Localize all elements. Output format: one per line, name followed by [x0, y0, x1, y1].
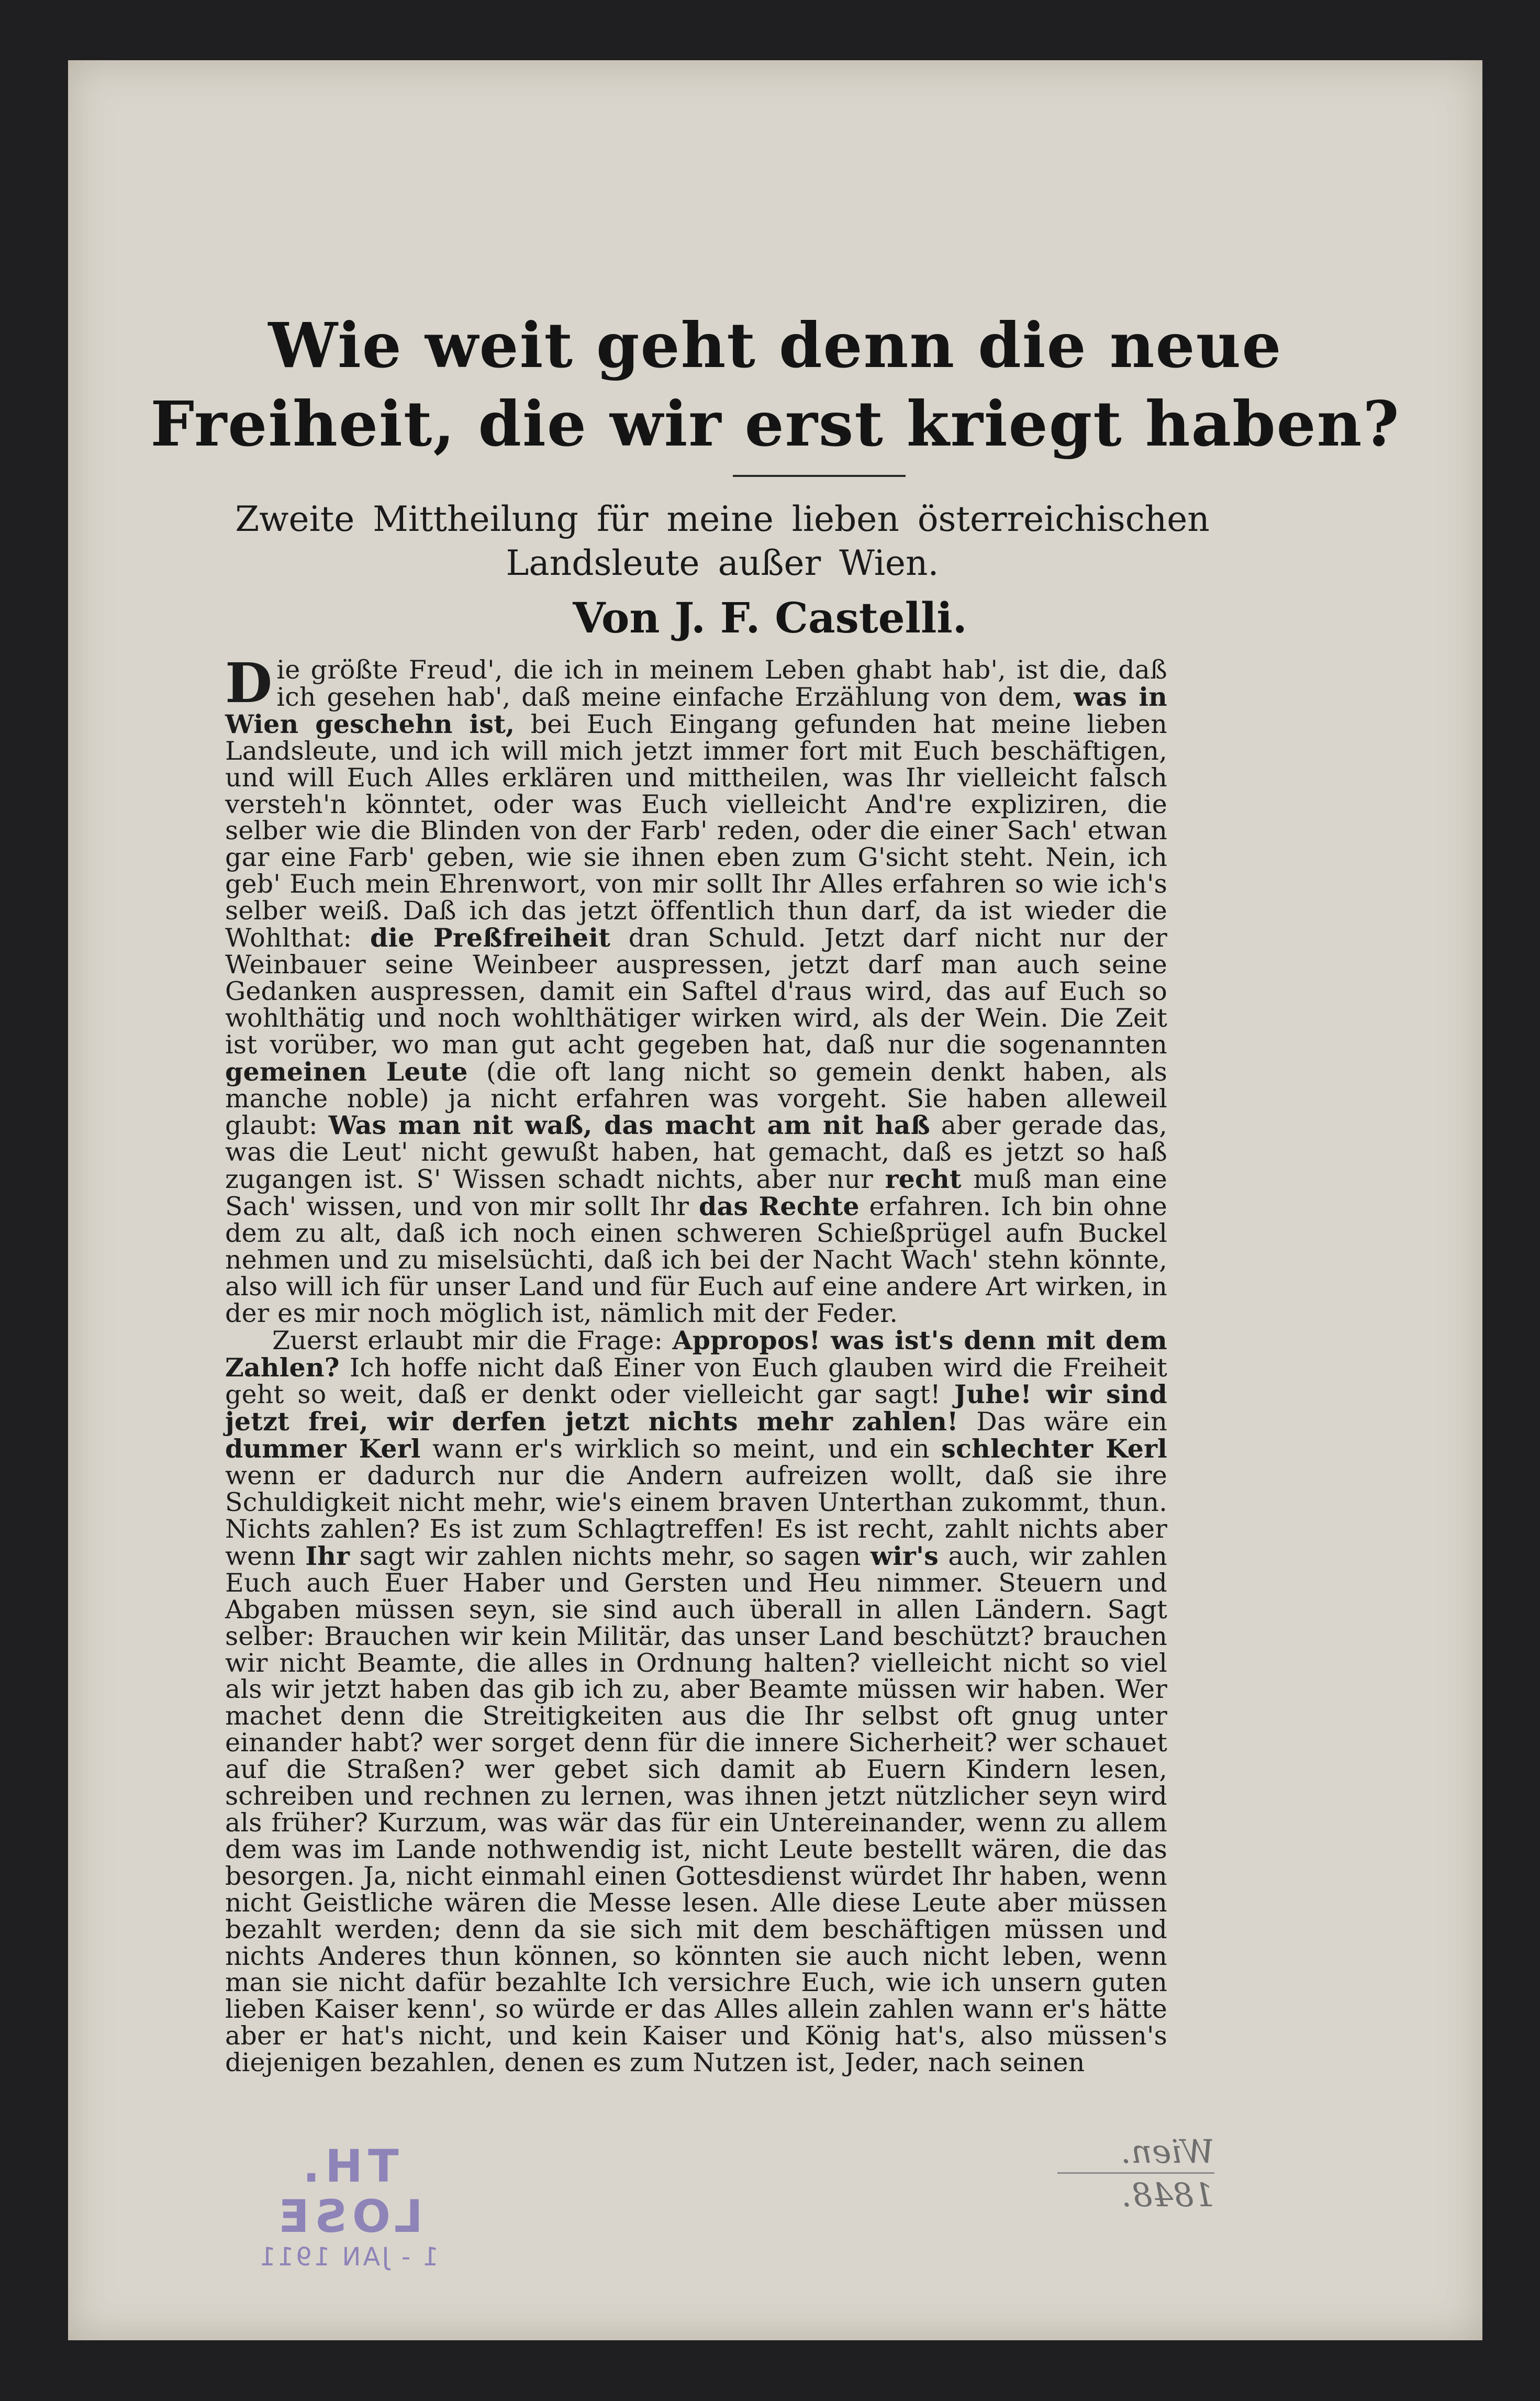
pencil-line-2: 1848.: [1121, 2176, 1214, 2214]
bold-run: Ihr: [305, 1540, 350, 1571]
text-run: muß man eine Sach' wissen, und von mir sollt Ihr: [225, 1164, 1167, 1222]
paragraph-1: [225, 651, 1168, 1328]
text-run: erfahren. Ich bin ohne dem zu alt, daß ich noch einen schweren Schießprügel aufn Buckel nehmen und zu miselsüchti, daß ich bei der Nacht Wach' stehn könnte, also will ich für unser Land und für Euch auf eine andere Art wirken, in der es mir noch möglich ist, nämlich mit der Feder.: [225, 1192, 1167, 1328]
subtitle: Zweite Mittheilung für meine lieben österreichischen Landsleute außer Wien.: [235, 499, 1210, 583]
text-run: auch, wir zahlen Euch auch Euer Haber und Gersten und Heu nimmer. Steuern und Abgaben müssen seyn, sie sind auch überall in allen Ländern. Sagt selber: Brauchen wir kein Militär, das unser Land beschützt? brauchen wir nicht Beamte, die alles in Ordnung halten? vielleicht nicht so viel als wir jetzt haben das gib ich zu, aber Beamte müssen wir haben. Wer machet denn die Streitigkeiten aus die Ihr selbst oft gnug unter einander habt? wer sorget denn für die innere Sicherheit? wer schauet auf die Straßen? wer gebet sich damit ab Euern Kindern lesen, schreiben und rechnen zu lernen, was ihnen jetzt nützlicher seyn wird als früher? Kurzum, was wär das für ein Untereinander, wenn zu allem dem was im Lande nothwendig ist, nicht Leute bestellt wären, die das besorgen. Ja, nicht einmahl einen Gottesdienst würdet Ihr haben, wenn nicht Geistliche wären die Messe lesen. Alle diese Leute aber müssen bezahlt werden; denn da sie sich mit dem beschäftigen müssen und nichts Anderes thun können, so könnten sie auch nicht leben, wenn man sie nicht dafür bezahlte Ich versichre Euch, wie ich unsern guten lieben Kaiser kenn', so würde er das Alles allein zahlen wann er's hätte aber er hat's nicht, und kein Kaiser und König hat's, also müssen's diejenigen bezahlen, denen es zum Nutzen ist, Jeder, nach seinen: [225, 1541, 1167, 2078]
pencil-line-1: Wien.: [1121, 2132, 1214, 2171]
pencil-annotation: [1042, 2132, 1214, 2214]
bold-run: Appropos! was ist's denn mit dem Zahlen?: [225, 1325, 1167, 1383]
stamp-line-2: 1 - JAN 1911: [258, 2242, 439, 2272]
pencil-underline: [1057, 2172, 1214, 2174]
bold-run: schlechter Kerl: [941, 1433, 1167, 1464]
text-run: (die oft lang nicht so gemein denkt haben, als manche noble) ja nicht erfahren was vorgeht. Sie haben alleweil glaubt:: [225, 1057, 1167, 1141]
bold-run: was in Wien geschehn ist,: [225, 681, 1167, 739]
text-run: ie größte Freud', die ich in meinem Leben ghabt hab', ist die, daß ich gesehen hab', daß meine einfache Erzählung von dem,: [276, 655, 1167, 712]
text-run: Ich hoffe nicht daß Einer von Euch glauben wird die Freiheit geht so weit, daß er denkt oder vielleicht gar sagt!: [225, 1352, 1167, 1410]
drop-cap: D: [225, 651, 273, 715]
bold-run: Juhe! wir sind jetzt frei, wir derfen jetzt nichts mehr zahlen!: [225, 1379, 1167, 1437]
text-run: bei Euch Eingang gefunden hat meine lieben Landsleute, und ich will mich jetzt immer fort mit Euch beschäftigen, und will Euch Alles erklären und mittheilen, was Ihr vielleicht falsch versteh'n könntet, oder was Euch vielleicht And're expliziren, die selber wie die Blinden von der Farb' reden, oder die einer Sach' etwan gar eine Farb' geben, wie sie ihnen eben zum G'sicht steht. Nein, ich geb' Euch mein Ehrenwort, von mir sollt Ihr Alles erfahren so wie ich's selber weiß. Daß ich das jetzt öffentlich thun darf, da ist wieder die Wohlthat:: [225, 709, 1168, 953]
text-run: Zuerst erlaubt mir die Frage:: [272, 1325, 673, 1355]
text-run: aber gerade das, was die Leut' nicht gewußt haben, hat gemacht, daß es jetzt so haß zugangen ist. S' Wissen schadt nichts, aber nur: [225, 1110, 1167, 1195]
text-run: wann er's wirklich so meint, und ein: [420, 1434, 942, 1464]
text-run: sagt wir zahlen nichts mehr, so sagen: [350, 1541, 871, 1571]
title-line-1: Wie weit geht denn die neue: [268, 309, 1282, 382]
bold-run: wir's: [870, 1540, 939, 1571]
stamp-line-1: TH. LOSE: [273, 2140, 423, 2243]
title-divider: [733, 475, 906, 477]
paragraph-2: [225, 1327, 1167, 2076]
bold-run: dummer Kerl: [225, 1433, 421, 1464]
author-line: Von J. F. Castelli.: [573, 593, 967, 642]
title-line-2: Freiheit, die wir erst kriegt haben?: [150, 387, 1400, 460]
bold-run: Was man nit waß, das macht am nit haß: [328, 1110, 930, 1141]
text-run: wenn er dadurch nur die Andern aufreizen wollt, daß sie ihre Schuldigkeit nicht mehr, wie's einem braven Unterthan zukommt, thun. Nichts zahlen? Es ist zum Schlagtreffen! Es ist recht, zahlt nichts aber wenn: [225, 1461, 1167, 1571]
bold-run: gemeinen Leute: [225, 1056, 468, 1087]
bold-run: recht: [885, 1164, 962, 1195]
text-run: Das wäre ein: [958, 1407, 1167, 1437]
library-stamp: [230, 2141, 466, 2272]
bold-run: das Rechte: [699, 1191, 860, 1222]
text-run: dran Schuld. Jetzt darf nicht nur der Weinbauer seine Weinbeer auspressen, jetzt darf man auch seine Gedanken auspressen, damit ein Saftel d'raus wird, das auf Euch so wohlthätig und noch wohlthätiger wirken wird, als der Wein. Die Zeit ist vorüber, wo man gut acht gegeben hat, daß nur die sogenannten: [225, 923, 1167, 1060]
bold-run: die Preßfreiheit: [370, 922, 611, 953]
body-text: [225, 651, 1168, 2078]
